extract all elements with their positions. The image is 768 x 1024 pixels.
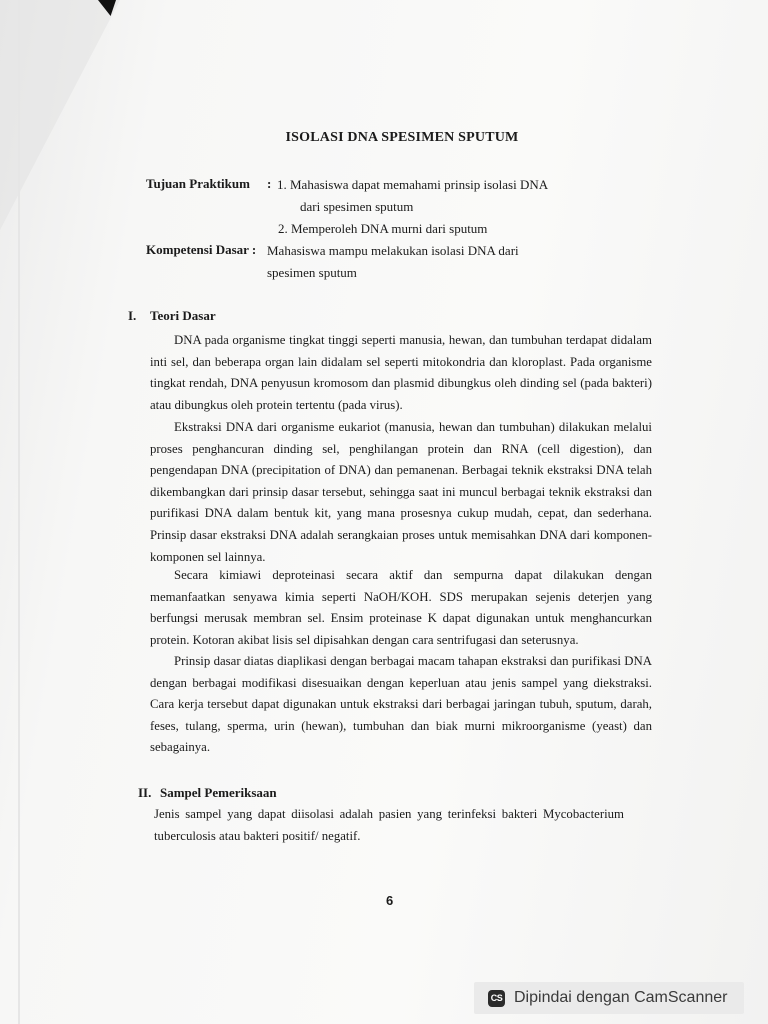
- paragraph-teori-4: Prinsip dasar diatas diaplikasi dengan berbagai macam tahapan ekstraksi dan purifikasi DNA dengan berbagai modifikasi disesuaikan dengan keperluan atau jenis sampel yang diekstraksi. Cara kerja tersebut dapat digunakan untuk ekstraksi dari berbagai jaringan tubuh, sputum, darah, feses, tulang, sperma, urin (hewan), tumbuhan dan biak murni mikroorganisme (yeast) dan sebagainya.: [150, 654, 652, 755]
- section-heading-teori-dasar: [128, 308, 216, 324]
- paragraph-teori-3: Secara kimiawi deproteinasi secara aktif dan sempurna dapat dilakukan dengan memanfaatkan senyawa kimia seperti NaOH/KOH. SDS merupakan sejenis deterjen yang berfungsi merusak membran sel. Ensim proteinase K dapat digunakan untuk menghancurkan protein. Kotoran akibat lisis sel dipisahkan dengan cara sentrifugasi dan seterusnya.: [150, 568, 652, 647]
- section-title: Teori Dasar: [150, 308, 216, 323]
- objective-colon: :: [267, 176, 272, 191]
- camscanner-watermark: [474, 982, 744, 1014]
- camscanner-logo-icon: CS: [488, 990, 505, 1007]
- objective-label: Tujuan Praktikum: [146, 176, 250, 191]
- competency-label: Kompetensi Dasar :: [146, 242, 257, 257]
- objective-item-2: 2. Memperoleh DNA murni dari sputum: [278, 221, 488, 236]
- document-title: ISOLASI DNA SPESIMEN SPUTUM: [285, 130, 519, 145]
- section-number: II.: [138, 785, 152, 800]
- camscanner-text: Dipindai dengan CamScanner: [514, 989, 728, 1006]
- page-number: 6: [386, 893, 394, 908]
- section-number: I.: [128, 308, 137, 323]
- paragraph-teori-2: Ekstraksi DNA dari organisme eukariot (manusia, hewan dan tumbuhan) dilakukan melalui proses penghancuran dinding sel, penghilangan protein dan RNA (cell digestion), dan pengendapan DNA (precipitation of DNA) dan pemanenan. Berbagai teknik ekstraksi DNA telah dikembangkan dari prinsip dasar tersebut, sehingga saat ini muncul berbagai teknik ekstraksi dan purifikasi DNA dalam bentuk kit, yang mana prosesnya cukup mudah, cepat, dan sederhana. Prinsip dasar ekstraksi DNA adalah serangkaian proses untuk memisahkan DNA dari komponen-komponen sel lainnya.: [150, 420, 652, 564]
- section-heading-sampel: [138, 785, 277, 801]
- section-title: Sampel Pemeriksaan: [160, 785, 277, 800]
- objective-item-1-cont: dari spesimen sputum: [300, 199, 414, 214]
- competency-line-1: Mahasiswa mampu melakukan isolasi DNA dari: [267, 243, 519, 258]
- paragraph-sampel: Jenis sampel yang dapat diisolasi adalah pasien yang terinfeksi bakteri Mycobacterium tuberculosis atau bakteri positif/ negatif.: [154, 807, 624, 843]
- competency-line-2: spesimen sputum: [267, 265, 357, 280]
- paragraph-teori-1: DNA pada organisme tingkat tinggi seperti manusia, hewan, dan tumbuhan terdapat didalam inti sel, dan beberapa organ lain didalam sel seperti mitokondria dan kloroplast. Pada organisme tingkat rendah, DNA penyusun kromosom dan plasmid dibungkus oleh dinding sel (pada bakteri) atau dibungkus oleh protein tertentu (pada virus).: [150, 333, 652, 412]
- objective-item-1: 1. Mahasiswa dapat memahami prinsip isolasi DNA: [277, 177, 549, 192]
